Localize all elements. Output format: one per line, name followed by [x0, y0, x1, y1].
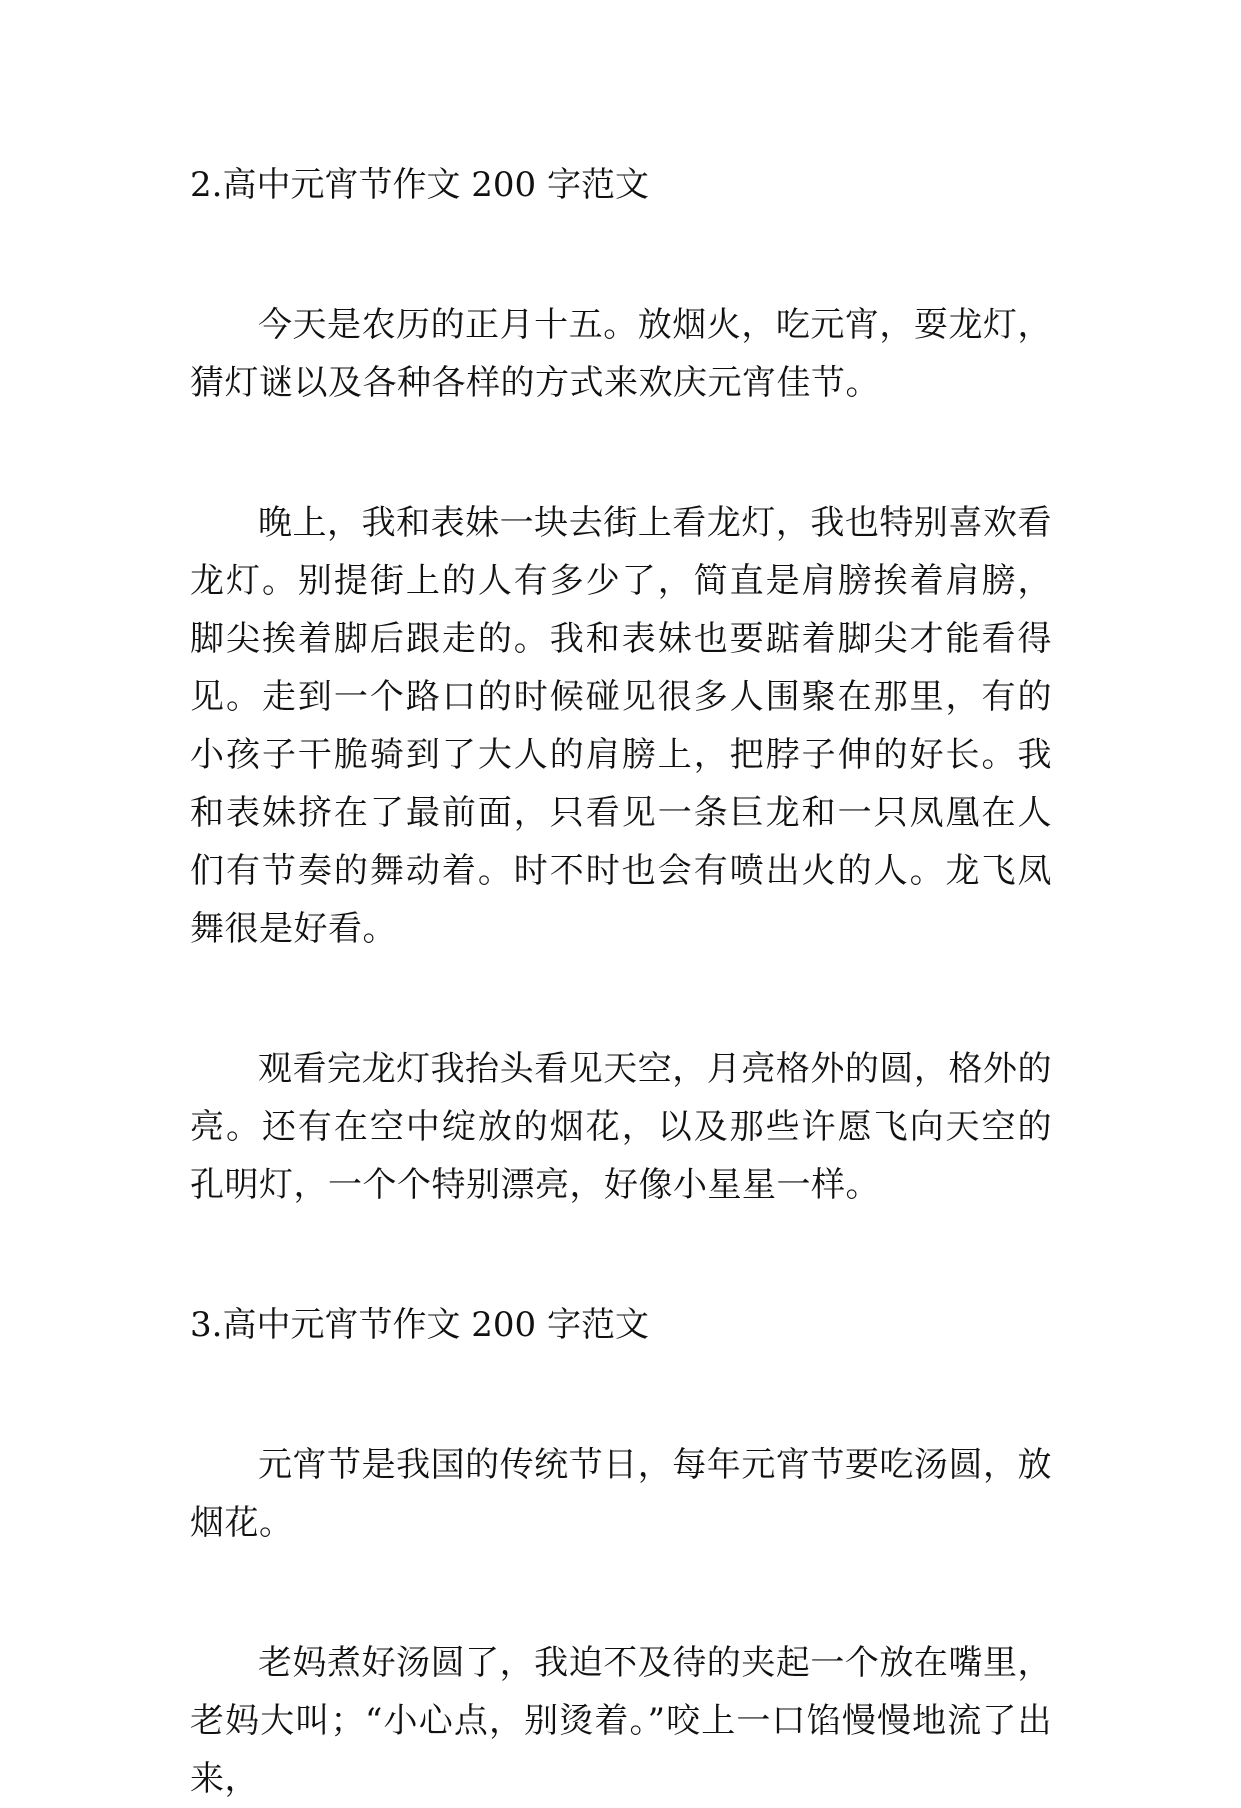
paragraph: 晚上，我和表妹一块去街上看龙灯，我也特别喜欢看龙灯。别提街上的人有多少了，简直是肩膀挨着肩膀，脚尖挨着脚后跟走的。我和表妹也要踮着脚尖才能看得见。走到一个路口的时候碰见很多人围聚在那里，有的小孩子干脆骑到了大人的肩膀上，把脖子伸的好长。我和表妹挤在了最前面，只看见一条巨龙和一只凤凰在人们有节奏的舞动着。时不时也会有喷出火的人。龙飞凤舞很是好看。 — [190, 503, 1052, 949]
paragraph: 今天是农历的正月十五。放烟火，吃元宵，耍龙灯，猜灯谜以及各种各样的方式来欢庆元宵佳节。 — [190, 305, 1052, 403]
section-heading: 2.高中元宵节作文 200 字范文 — [190, 165, 649, 205]
section-heading: 3.高中元宵节作文 200 字范文 — [190, 1305, 649, 1345]
paragraph: 观看完龙灯我抬头看见天空，月亮格外的圆，格外的亮。还有在空中绽放的烟花，以及那些许愿飞向天空的孔明灯，一个个特别漂亮，好像小星星一样。 — [190, 1049, 1052, 1205]
paragraph: 老妈煮好汤圆了，我迫不及待的夹起一个放在嘴里，老妈大叫；“小心点，别烫着。”咬上一口馅慢慢地流了出来， — [190, 1643, 1052, 1799]
paragraph: 元宵节是我国的传统节日，每年元宵节要吃汤圆，放烟花。 — [190, 1445, 1052, 1543]
document-body — [190, 156, 1052, 1808]
